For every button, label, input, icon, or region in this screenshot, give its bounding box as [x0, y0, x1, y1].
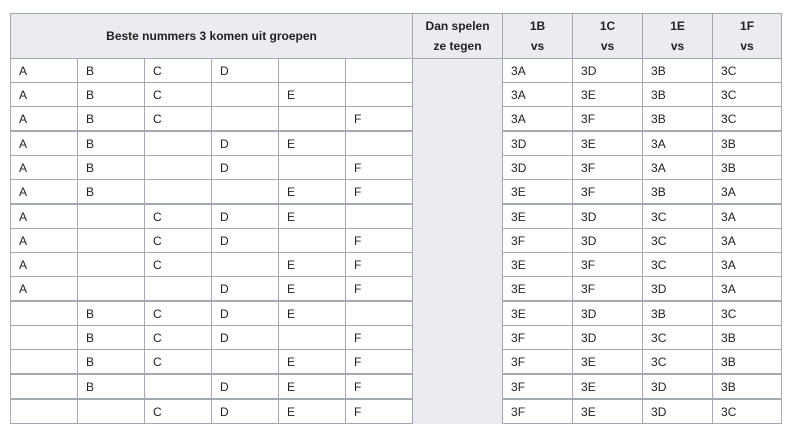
opponent-cell: 3C: [713, 83, 782, 107]
group-cell: F: [346, 399, 413, 424]
opponent-cell: 3C: [713, 399, 782, 424]
group-cell: E: [279, 301, 346, 326]
group-cell: D: [212, 59, 279, 83]
opponent-cell: 3E: [573, 350, 643, 375]
group-cell: F: [346, 180, 413, 205]
group-cell: [212, 350, 279, 375]
group-cell: F: [346, 326, 413, 350]
opponent-cell: 3E: [503, 301, 573, 326]
opponent-cell: 3A: [643, 131, 713, 156]
table-row: [11, 350, 782, 375]
group-cell: A: [11, 204, 78, 229]
group-cell: E: [279, 399, 346, 424]
table-row: [11, 204, 782, 229]
group-cell: A: [11, 83, 78, 107]
group-cell: E: [279, 131, 346, 156]
opponent-cell: 3E: [573, 83, 643, 107]
table-row: [11, 277, 782, 302]
opponent-cell: 3D: [573, 326, 643, 350]
opponent-vs: vs: [530, 39, 545, 53]
opponent-header-1e: [643, 14, 713, 59]
opponent-cell: 3C: [643, 204, 713, 229]
then-play-line-2: ze tegen: [433, 39, 482, 53]
opponent-cell: 3A: [713, 229, 782, 253]
opponent-cell: 3D: [503, 131, 573, 156]
then-play-line-1: Dan spelen: [425, 19, 490, 33]
group-cell: [346, 83, 413, 107]
opponent-team: 1F: [740, 19, 755, 33]
table-row: [11, 399, 782, 424]
opponent-team: 1E: [670, 19, 685, 33]
group-cell: [346, 301, 413, 326]
opponent-cell: 3C: [713, 301, 782, 326]
group-cell: C: [145, 83, 212, 107]
table-row: [11, 301, 782, 326]
opponent-vs: vs: [600, 39, 615, 53]
group-cell: D: [212, 204, 279, 229]
then-play-header: [413, 14, 503, 59]
group-cell: C: [145, 229, 212, 253]
opponent-cell: 3D: [503, 156, 573, 180]
opponent-cell: 3E: [573, 374, 643, 399]
opponent-cell: 3B: [643, 180, 713, 205]
table-header-row: [11, 14, 782, 59]
opponent-cell: 3F: [573, 277, 643, 302]
group-cell: [11, 374, 78, 399]
opponent-cell: 3B: [713, 374, 782, 399]
table-row: [11, 180, 782, 205]
opponent-cell: 3F: [573, 253, 643, 277]
group-cell: B: [78, 83, 145, 107]
group-cell: D: [212, 277, 279, 302]
opponent-vs: vs: [670, 39, 685, 53]
opponent-cell: 3A: [713, 204, 782, 229]
group-cell: [279, 156, 346, 180]
table-row: [11, 253, 782, 277]
group-cell: [78, 204, 145, 229]
group-cell: [145, 131, 212, 156]
group-cell: D: [212, 131, 279, 156]
opponent-cell: 3F: [503, 374, 573, 399]
opponent-cell: 3B: [643, 59, 713, 83]
opponent-cell: 3A: [503, 59, 573, 83]
opponent-team: 1C: [599, 19, 616, 33]
group-cell: E: [279, 277, 346, 302]
opponent-cell: 3B: [713, 156, 782, 180]
group-cell: [11, 326, 78, 350]
opponent-cell: 3A: [503, 83, 573, 107]
group-cell: B: [78, 131, 145, 156]
group-cell: [279, 229, 346, 253]
opponent-cell: 3F: [503, 350, 573, 375]
group-cell: [11, 350, 78, 375]
opponent-cell: 3A: [713, 253, 782, 277]
group-cell: A: [11, 107, 78, 132]
group-cell: B: [78, 374, 145, 399]
opponent-cell: 3C: [713, 107, 782, 132]
table-row: [11, 83, 782, 107]
group-cell: F: [346, 350, 413, 375]
group-cell: [279, 59, 346, 83]
group-cell: C: [145, 204, 212, 229]
opponent-header-1f: [713, 14, 782, 59]
group-cell: F: [346, 253, 413, 277]
group-cell: [11, 399, 78, 424]
opponent-cell: 3D: [643, 277, 713, 302]
group-cell: D: [212, 301, 279, 326]
group-cell: A: [11, 59, 78, 83]
group-cell: [346, 131, 413, 156]
group-cell: [212, 180, 279, 205]
opponent-vs: vs: [740, 39, 754, 53]
opponent-cell: 3C: [643, 326, 713, 350]
group-cell: C: [145, 399, 212, 424]
opponent-cell: 3F: [503, 229, 573, 253]
opponent-cell: 3B: [643, 83, 713, 107]
opponent-cell: 3D: [573, 301, 643, 326]
group-cell: C: [145, 59, 212, 83]
group-cell: [145, 180, 212, 205]
opponent-cell: 3B: [713, 350, 782, 375]
opponent-team: 1B: [529, 19, 546, 33]
group-cell: F: [346, 107, 413, 132]
group-cell: [78, 253, 145, 277]
opponent-cell: 3F: [503, 399, 573, 424]
group-cell: C: [145, 301, 212, 326]
group-cell: B: [78, 326, 145, 350]
group-cell: B: [78, 301, 145, 326]
opponent-cell: 3D: [573, 229, 643, 253]
opponent-cell: 3A: [503, 107, 573, 132]
group-cell: A: [11, 131, 78, 156]
group-cell: D: [212, 156, 279, 180]
group-cell: E: [279, 253, 346, 277]
group-cell: B: [78, 156, 145, 180]
group-cell: [212, 253, 279, 277]
group-cell: D: [212, 374, 279, 399]
group-cell: C: [145, 326, 212, 350]
group-cell: [78, 229, 145, 253]
opponent-cell: 3E: [503, 204, 573, 229]
opponent-cell: 3C: [643, 229, 713, 253]
opponent-cell: 3E: [503, 253, 573, 277]
opponent-header-1b: [503, 14, 573, 59]
table-row: [11, 374, 782, 399]
opponent-cell: 3B: [713, 326, 782, 350]
opponent-cell: 3E: [503, 180, 573, 205]
group-cell: F: [346, 229, 413, 253]
group-cell: D: [212, 229, 279, 253]
opponent-cell: 3F: [573, 156, 643, 180]
third-place-combinations-table: [10, 13, 782, 424]
group-cell: [145, 374, 212, 399]
opponent-cell: 3D: [643, 374, 713, 399]
opponent-header-1c: [573, 14, 643, 59]
opponent-cell: 3D: [573, 59, 643, 83]
table-row: [11, 229, 782, 253]
opponent-cell: 3C: [643, 253, 713, 277]
opponent-cell: 3A: [643, 156, 713, 180]
group-cell: A: [11, 156, 78, 180]
group-cell: B: [78, 107, 145, 132]
opponent-cell: 3C: [713, 59, 782, 83]
group-cell: B: [78, 59, 145, 83]
table-row: [11, 326, 782, 350]
table-row: [11, 131, 782, 156]
group-cell: D: [212, 326, 279, 350]
opponent-cell: 3B: [643, 301, 713, 326]
group-cell: [212, 83, 279, 107]
group-cell: B: [78, 180, 145, 205]
group-cell: D: [212, 399, 279, 424]
table-row: [11, 156, 782, 180]
group-cell: [346, 204, 413, 229]
table-body: [11, 59, 782, 424]
group-cell: [11, 301, 78, 326]
group-cell: F: [346, 156, 413, 180]
opponent-cell: 3E: [573, 399, 643, 424]
opponent-cell: 3B: [643, 107, 713, 132]
group-cell: [346, 59, 413, 83]
opponent-cell: 3E: [573, 131, 643, 156]
opponent-cell: 3E: [503, 277, 573, 302]
group-cell: [279, 326, 346, 350]
opponent-cell: 3F: [573, 180, 643, 205]
group-cell: E: [279, 374, 346, 399]
group-cell: [78, 277, 145, 302]
group-cell: F: [346, 374, 413, 399]
group-cell: C: [145, 253, 212, 277]
group-cell: [212, 107, 279, 132]
table-row: [11, 107, 782, 132]
group-cell: [279, 107, 346, 132]
group-cell: A: [11, 180, 78, 205]
opponent-cell: 3C: [643, 350, 713, 375]
then-play-column-gap: [413, 59, 503, 424]
group-cell: A: [11, 253, 78, 277]
group-cell: B: [78, 350, 145, 375]
group-cell: E: [279, 204, 346, 229]
group-cell: A: [11, 229, 78, 253]
group-cell: C: [145, 350, 212, 375]
opponent-cell: 3B: [713, 131, 782, 156]
group-cell: F: [346, 277, 413, 302]
opponent-cell: 3A: [713, 180, 782, 205]
group-cell: E: [279, 350, 346, 375]
group-cell: [145, 277, 212, 302]
group-cell: A: [11, 277, 78, 302]
groups-header: Beste nummers 3 komen uit groepen: [11, 14, 413, 59]
opponent-cell: 3F: [573, 107, 643, 132]
group-cell: [145, 156, 212, 180]
group-cell: [78, 399, 145, 424]
group-cell: C: [145, 107, 212, 132]
group-cell: E: [279, 180, 346, 205]
table-row: [11, 59, 782, 83]
opponent-cell: 3A: [713, 277, 782, 302]
opponent-cell: 3F: [503, 326, 573, 350]
opponent-cell: 3D: [643, 399, 713, 424]
opponent-cell: 3D: [573, 204, 643, 229]
group-cell: E: [279, 83, 346, 107]
